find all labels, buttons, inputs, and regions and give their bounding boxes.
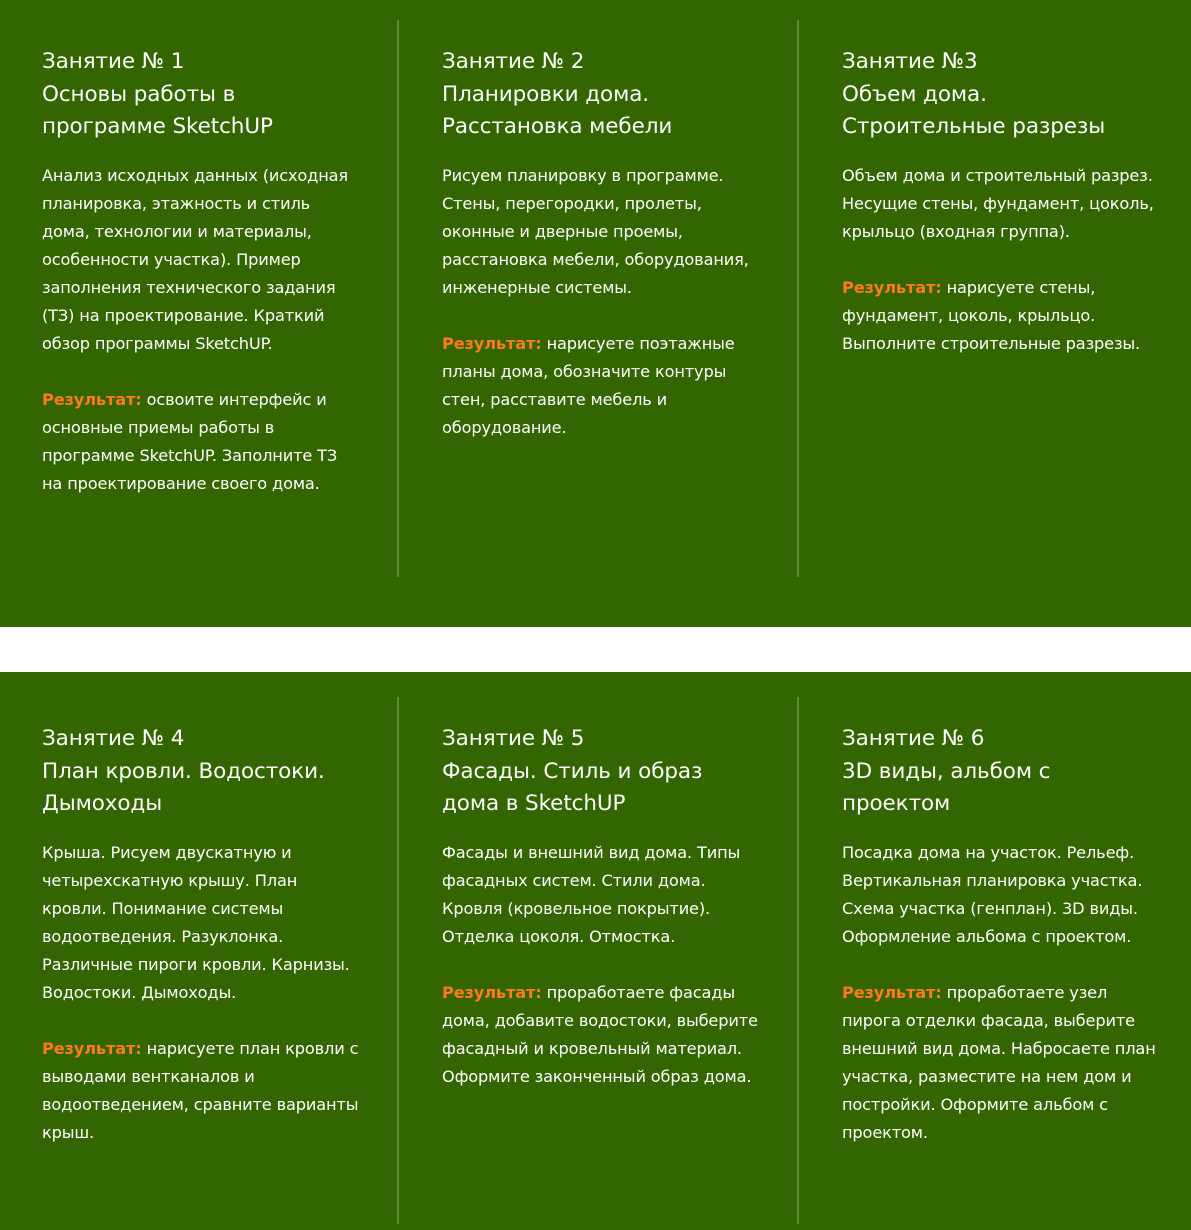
result-label: Результат: [842, 277, 942, 297]
result-text: проработаете узел пирога отделки фасада, выберите внешний вид дома. Набросаете план участка, разместите на нем дом и постройки. Оформите альбом с проектом. [842, 982, 1156, 1142]
lesson-number: Занятие № 1 [42, 49, 185, 74]
lesson-topic-line: дома в SketchUP [442, 791, 626, 816]
lesson-number: Занятие № 5 [442, 726, 585, 751]
lesson-description: Анализ исходных данных (исходная планировка, этажность и стиль дома, технологии и материалы, особенности участка). Пример заполнения технического задания (ТЗ) на проектирование. Краткий обзор программы SketchUP. [42, 165, 349, 353]
result-text: нарисуете поэтажные планы дома, обозначите контуры стен, расставите мебель и оборудование. [442, 333, 735, 437]
lesson-number: Занятие № 6 [842, 726, 985, 751]
lesson-topic-line: Объем дома. [842, 81, 987, 107]
lesson-description: Посадка дома на участок. Рельеф. Вертикальная планировка участка. Схема участка (генплан). 3D виды. Оформление альбома с проектом. [842, 842, 1143, 946]
lesson-card-3 [842, 46, 1160, 358]
lesson-topic-line: Основы работы в [42, 81, 236, 107]
lesson-description: Фасады и внешний вид дома. Типы фасадных систем. Стили дома. Кровля (кровельное покрытие). Отделка цоколя. Отмостка. [442, 842, 741, 946]
result-text: нарисуете план кровли с выводами вентканалов и водоотведением, сравните варианты крыш. [42, 1038, 359, 1142]
column-divider [797, 20, 799, 577]
lesson-description: Объем дома и строительный разрез. Несущие стены, фундамент, цоколь, крыльцо (входная группа). [842, 165, 1154, 241]
lesson-description: Рисуем планировку в программе. Стены, перегородки, пролеты, оконные и дверные проемы, расстановка мебели, оборудования, инженерные системы. [442, 165, 749, 297]
lesson-topic-line: Планировки дома. [442, 81, 650, 107]
lesson-result [42, 1035, 360, 1147]
result-text: проработаете фасады дома, добавите водостоки, выберите фасадный и кровельный материал. Оформите законченный образ дома. [442, 982, 758, 1086]
lesson-topic-line: Строительные разрезы [842, 114, 1106, 139]
lesson-title [442, 723, 760, 821]
lesson-title [842, 46, 1160, 144]
lesson-result [442, 979, 760, 1091]
lesson-topic-line: Расстановка мебели [442, 114, 673, 139]
lesson-result [842, 979, 1160, 1147]
result-label: Результат: [442, 333, 542, 353]
lesson-card-4 [42, 723, 360, 1147]
lesson-description: Крыша. Рисуем двускатную и четырехскатную крышу. План кровли. Понимание системы водоотведения. Разуклонка. Различные пироги кровли. Карнизы. Водостоки. Дымоходы. [42, 842, 350, 1002]
lesson-title [442, 46, 760, 144]
result-text: освоите интерфейс и основные приемы работы в программе SketchUP. Заполните ТЗ на проектирование своего дома. [42, 389, 338, 493]
lesson-title [42, 723, 360, 821]
result-label: Результат: [842, 982, 942, 1002]
result-label: Результат: [42, 389, 142, 409]
lesson-topic-line: План кровли. Водостоки. [42, 758, 325, 784]
lesson-card-1 [42, 46, 360, 498]
result-label: Результат: [442, 982, 542, 1002]
lesson-card-6 [842, 723, 1160, 1147]
lesson-topic-line: Фасады. Стиль и образ [442, 758, 703, 784]
result-text: нарисуете стены, фундамент, цоколь, крыльцо. Выполните строительные разрезы. [842, 277, 1141, 353]
lessons-band-bottom [0, 672, 1191, 1230]
column-divider [397, 697, 399, 1224]
lesson-number: Занятие № 4 [42, 726, 185, 751]
lesson-title [842, 723, 1160, 821]
lesson-number: Занятие № 2 [442, 49, 585, 74]
lesson-result [42, 386, 360, 498]
column-divider [797, 697, 799, 1224]
lesson-topic-line: Дымоходы [42, 791, 163, 816]
lesson-number: Занятие №3 [842, 49, 978, 74]
lesson-result [442, 330, 760, 442]
lesson-title [42, 46, 360, 144]
lesson-card-5 [442, 723, 760, 1091]
lesson-topic-line: 3D виды, альбом с [842, 758, 1051, 784]
column-divider [397, 20, 399, 577]
result-label: Результат: [42, 1038, 142, 1058]
lesson-topic-line: программе SketchUP [42, 114, 273, 139]
lesson-result [842, 274, 1160, 358]
lesson-topic-line: проектом [842, 791, 951, 816]
lesson-card-2 [442, 46, 760, 442]
